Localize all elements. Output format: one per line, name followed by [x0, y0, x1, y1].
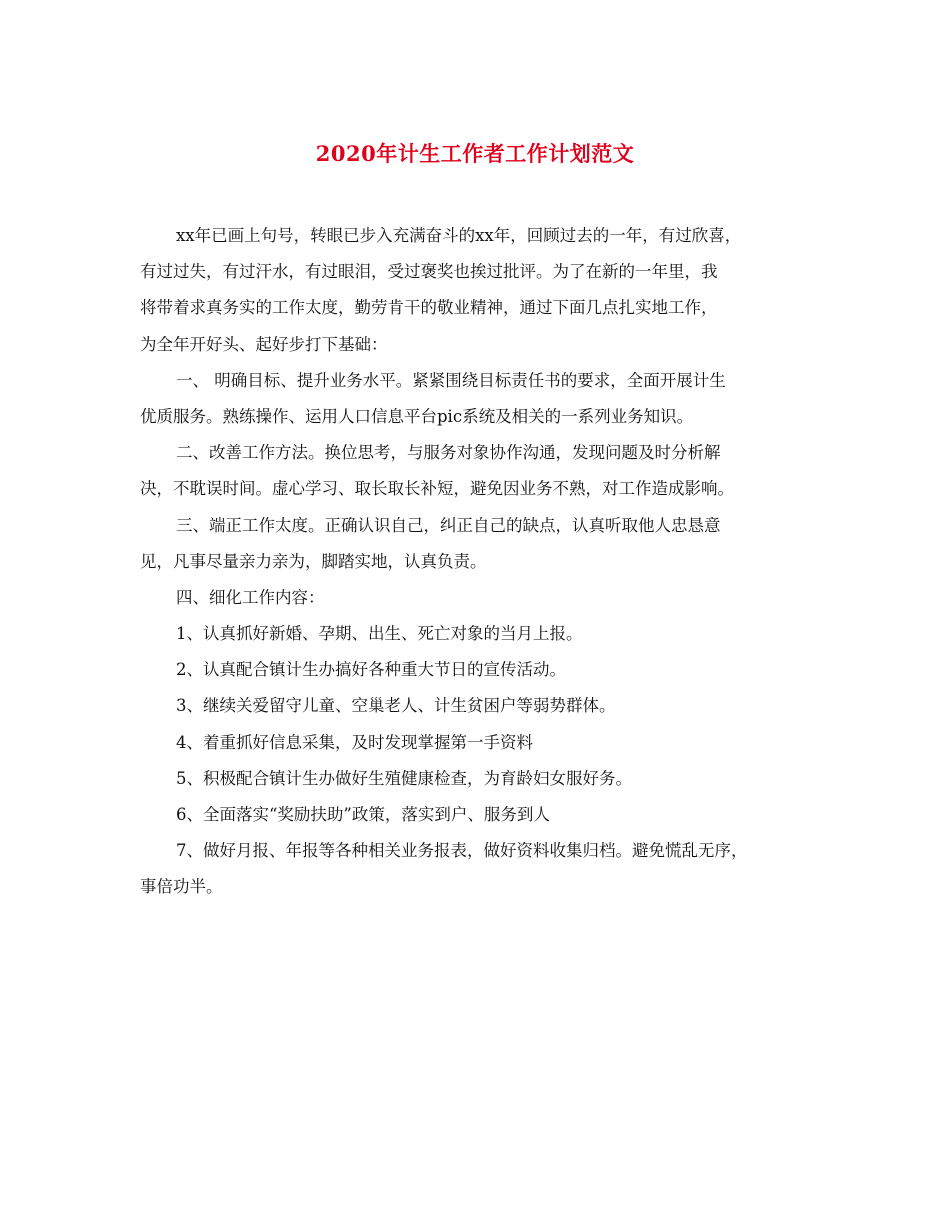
body-line: 决，不耽误时间。虚心学习、取长取长补短，避免因业务不熟，对工作造成影响。: [140, 479, 734, 499]
document-body: [140, 218, 820, 906]
body-line: 一、 明确目标、提升业务水平。紧紧围绕目标责任书的要求，全面开展计生: [176, 370, 726, 390]
body-line: 2、认真配合镇计生办搞好各种重大节日的宣传活动。: [176, 660, 566, 680]
body-line: xx年已画上句号，转眼已步入充满奋斗的xx年，回顾过去的一年，有过欣喜，: [176, 226, 742, 245]
body-line: 见，凡事尽量亲力亲为，脚踏实地，认真负责。: [140, 551, 487, 571]
body-line: 二、改善工作方法。换位思考，与服务对象协作沟通，发现问题及时分析解: [176, 443, 721, 463]
body-line: 3、继续关爱留守儿童、空巢老人、计生贫困户等弱势群体。: [176, 696, 616, 716]
body-line: 4、着重抓好信息采集，及时发现掌握第一手资料: [176, 732, 533, 752]
body-line: 四、细化工作内容：: [176, 587, 325, 607]
body-line: 1、认真抓好新婚、孕期、出生、死亡对象的当月上报。: [176, 624, 583, 644]
document-title: 2020年计生工作者工作计划范文: [315, 141, 635, 166]
body-line: 事倍功半。: [140, 877, 223, 897]
body-line: 优质服务。熟练操作、运用人口信息平台pic系统及相关的一系列业务知识。: [140, 406, 694, 426]
body-line: 将带着求真务实的工作太度，勤劳肯干的敬业精神，通过下面几点扎实地工作，: [140, 298, 718, 318]
body-line: 7、做好月报、年报等各种相关业务报表，做好资料收集归档。避免慌乱无序，: [176, 841, 748, 861]
body-line: 6、全面落实“奖励扶助”政策，落实到户、服务到人: [176, 805, 550, 824]
body-line: 有过过失，有过汗水，有过眼泪，受过褒奖也挨过批评。为了在新的一年里，我: [140, 262, 718, 282]
body-line: 为全年开好头、起好步打下基础：: [140, 334, 388, 354]
body-line: 5、积极配合镇计生办做好生殖健康检查，为育龄妇女服好务。: [176, 768, 632, 788]
body-line: 三、端正工作太度。正确认识自己，纠正自己的缺点，认真听取他人忠恳意: [176, 515, 721, 535]
